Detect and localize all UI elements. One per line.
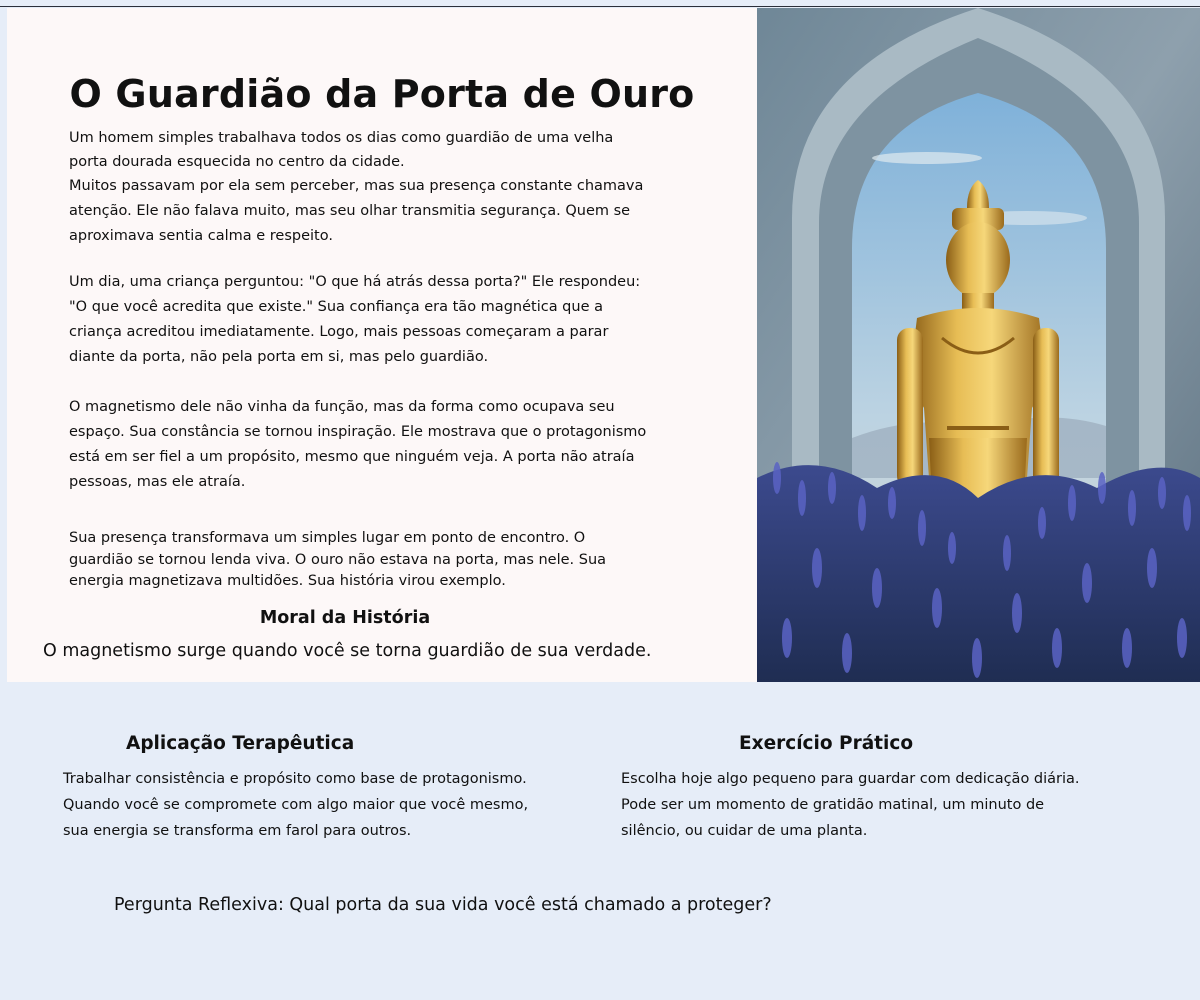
story-line: "O que você acredita que existe." Sua confiança era tão magnética que a xyxy=(69,299,603,315)
application-line: sua energia se transforma em farol para outros. xyxy=(63,823,412,839)
story-line: Um dia, uma criança perguntou: "O que há atrás dessa porta?" Ele respondeu: xyxy=(69,274,641,290)
moral-heading: Moral da História xyxy=(259,608,431,628)
story-line: Muitos passavam por ela sem perceber, mas sua presença constante chamava xyxy=(69,178,644,194)
moral-text: O magnetismo surge quando você se torna guardião de sua verdade. xyxy=(43,641,652,661)
story-paragraph-1 xyxy=(69,126,709,249)
story-line: O magnetismo dele não vinha da função, mas da forma como ocupava seu xyxy=(69,399,615,415)
exercise-line: Pode ser um momento de gratidão matinal, um minuto de xyxy=(621,797,1045,813)
story-line: diante da porta, não pela porta em si, mas pelo guardião. xyxy=(69,349,489,365)
story-line: guardião se tornou lenda viva. O ouro não estava na porta, mas nele. Sua xyxy=(69,551,607,568)
exercise-line: silêncio, ou cuidar de uma planta. xyxy=(621,823,868,839)
story-panel xyxy=(7,8,757,682)
golden-guardian-image xyxy=(757,8,1200,682)
exercise-heading: Exercício Prático xyxy=(739,733,914,754)
story-line: pessoas, mas ele atraía. xyxy=(69,474,246,490)
story-line: criança acreditou imediatamente. Logo, mais pessoas começaram a parar xyxy=(69,324,609,340)
story-paragraph-4 xyxy=(69,528,709,593)
story-line: está em ser fiel a um propósito, mesmo que ninguém veja. A porta não atraía xyxy=(69,449,635,465)
application-line: Trabalhar consistência e propósito como base de protagonismo. xyxy=(63,771,527,787)
story-line: aproximava sentia calma e respeito. xyxy=(69,228,333,244)
story-line: espaço. Sua constância se tornou inspiração. Ele mostrava que o protagonismo xyxy=(69,424,647,440)
story-line: Um homem simples trabalhava todos os dias como guardião de uma velha xyxy=(69,130,614,146)
reflective-question: Pergunta Reflexiva: Qual porta da sua vida você está chamado a proteger? xyxy=(114,895,772,915)
story-line: energia magnetizava multidões. Sua história virou exemplo. xyxy=(69,573,506,589)
top-divider xyxy=(0,0,1200,7)
application-line: Quando você se compromete com algo maior que você mesmo, xyxy=(63,797,529,813)
story-line: porta dourada esquecida no centro da cidade. xyxy=(69,154,405,170)
story-paragraph-2 xyxy=(69,270,709,370)
story-line: Sua presença transformava um simples lugar em ponto de encontro. O xyxy=(69,530,586,546)
exercise-text xyxy=(621,766,1161,844)
application-heading: Aplicação Terapêutica xyxy=(126,733,355,754)
story-line: atenção. Ele não falava muito, mas seu olhar transmitia segurança. Quem se xyxy=(69,203,631,219)
application-text xyxy=(63,766,603,844)
story-title: O Guardião da Porta de Ouro xyxy=(69,72,695,116)
story-paragraph-3 xyxy=(69,395,709,495)
exercise-line: Escolha hoje algo pequeno para guardar com dedicação diária. xyxy=(621,771,1080,787)
